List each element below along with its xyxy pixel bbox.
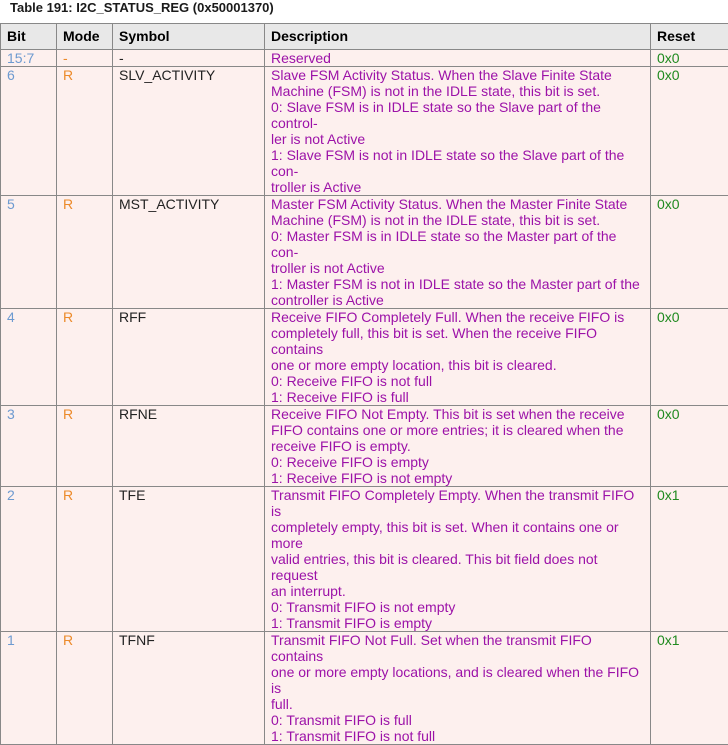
symbol-cell: RFNE xyxy=(113,406,265,487)
description-cell xyxy=(265,632,651,745)
description-line: troller is not Active xyxy=(271,260,644,276)
description-line: Slave FSM Activity Status. When the Slave Finite State xyxy=(271,67,644,83)
table-row xyxy=(1,196,728,309)
description-cell xyxy=(265,309,651,406)
header-bit: Bit xyxy=(1,24,57,50)
mode-cell: R xyxy=(57,67,113,196)
table-caption: Table 191: I2C_STATUS_REG (0x50001370) xyxy=(10,0,274,16)
reset-cell: 0x0 xyxy=(651,196,728,309)
description-line: Machine (FSM) is not in the IDLE state, this bit is set. xyxy=(271,83,644,99)
description-line: ler is not Active xyxy=(271,131,644,147)
description-line: an interrupt. xyxy=(271,583,644,599)
description-line: 1: Transmit FIFO is not full xyxy=(271,728,644,744)
description-line: valid entries, this bit is cleared. This bit field does not request xyxy=(271,551,644,583)
table-row xyxy=(1,67,728,196)
header-reset: Reset xyxy=(651,24,728,50)
header-description: Description xyxy=(265,24,651,50)
reset-cell: 0x0 xyxy=(651,406,728,487)
description-cell xyxy=(265,487,651,632)
description-line: 0: Receive FIFO is not full xyxy=(271,373,644,389)
symbol-cell: MST_ACTIVITY xyxy=(113,196,265,309)
description-line: controller is Active xyxy=(271,292,644,308)
reset-cell: 0x0 xyxy=(651,67,728,196)
description-line: Machine (FSM) is not in the IDLE state, this bit is set. xyxy=(271,212,644,228)
symbol-cell: SLV_ACTIVITY xyxy=(113,67,265,196)
register-table xyxy=(0,23,728,745)
symbol-cell: - xyxy=(113,50,265,67)
description-line: completely empty, this bit is set. When it contains one or more xyxy=(271,519,644,551)
mode-cell: - xyxy=(57,50,113,67)
description-line: 1: Slave FSM is not in IDLE state so the Slave part of the con- xyxy=(271,147,644,179)
table-header-row xyxy=(1,24,728,50)
description-line: 1: Master FSM is not in IDLE state so the Master part of the xyxy=(271,276,644,292)
description-line: Receive FIFO Not Empty. This bit is set when the receive xyxy=(271,406,644,422)
bit-cell: 3 xyxy=(1,406,57,487)
description-line: 1: Receive FIFO is full xyxy=(271,389,644,405)
mode-cell: R xyxy=(57,632,113,745)
reset-cell: 0x0 xyxy=(651,309,728,406)
table-row xyxy=(1,406,728,487)
mode-cell: R xyxy=(57,309,113,406)
mode-cell: R xyxy=(57,406,113,487)
description-line: Transmit FIFO Not Full. Set when the transmit FIFO contains xyxy=(271,632,644,664)
description-line: 1: Receive FIFO is not empty xyxy=(271,470,644,486)
symbol-cell: TFNF xyxy=(113,632,265,745)
symbol-cell: TFE xyxy=(113,487,265,632)
description-cell xyxy=(265,50,651,67)
description-line: FIFO contains one or more entries; it is cleared when the xyxy=(271,422,644,438)
table-row xyxy=(1,632,728,745)
reset-cell: 0x0 xyxy=(651,50,728,67)
description-line: Reserved xyxy=(271,50,644,66)
table-row xyxy=(1,487,728,632)
description-cell xyxy=(265,406,651,487)
bit-cell: 4 xyxy=(1,309,57,406)
description-line: 0: Master FSM is in IDLE state so the Master part of the con- xyxy=(271,228,644,260)
bit-cell: 15:7 xyxy=(1,50,57,67)
description-cell xyxy=(265,67,651,196)
description-line: full. xyxy=(271,696,644,712)
description-line: 1: Transmit FIFO is empty xyxy=(271,615,644,631)
description-line: 0: Slave FSM is in IDLE state so the Slave part of the control- xyxy=(271,99,644,131)
description-line: Transmit FIFO Completely Empty. When the transmit FIFO is xyxy=(271,487,644,519)
description-line: one or more empty location, this bit is cleared. xyxy=(271,357,644,373)
reset-cell: 0x1 xyxy=(651,487,728,632)
symbol-cell: RFF xyxy=(113,309,265,406)
description-line: Receive FIFO Completely Full. When the receive FIFO is xyxy=(271,309,644,325)
description-line: 0: Transmit FIFO is full xyxy=(271,712,644,728)
bit-cell: 2 xyxy=(1,487,57,632)
description-line: Master FSM Activity Status. When the Master Finite State xyxy=(271,196,644,212)
table-row xyxy=(1,309,728,406)
mode-cell: R xyxy=(57,196,113,309)
description-line: troller is Active xyxy=(271,179,644,195)
mode-cell: R xyxy=(57,487,113,632)
reset-cell: 0x1 xyxy=(651,632,728,745)
bit-cell: 6 xyxy=(1,67,57,196)
bit-cell: 5 xyxy=(1,196,57,309)
description-line: one or more empty locations, and is cleared when the FIFO is xyxy=(271,664,644,696)
bit-cell: 1 xyxy=(1,632,57,745)
header-mode: Mode xyxy=(57,24,113,50)
description-line: 0: Transmit FIFO is not empty xyxy=(271,599,644,615)
description-cell xyxy=(265,196,651,309)
header-symbol: Symbol xyxy=(113,24,265,50)
description-line: 0: Receive FIFO is empty xyxy=(271,454,644,470)
table-row xyxy=(1,50,728,67)
description-line: receive FIFO is empty. xyxy=(271,438,644,454)
description-line: completely full, this bit is set. When the receive FIFO contains xyxy=(271,325,644,357)
